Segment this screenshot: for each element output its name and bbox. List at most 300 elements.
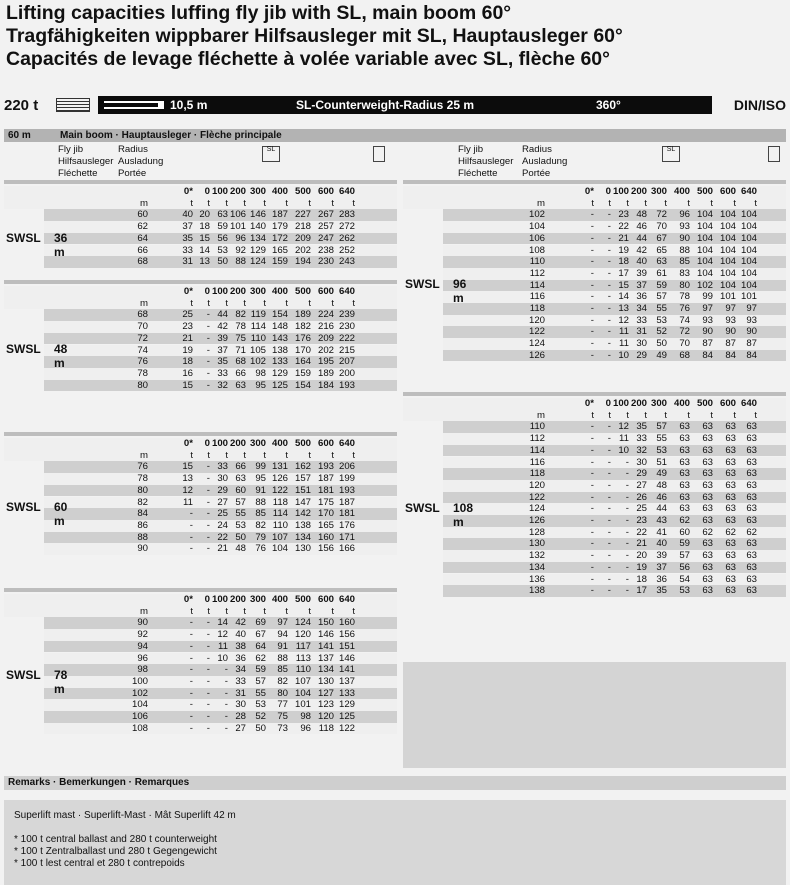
ballast-icon-right	[768, 146, 780, 162]
radius-cell: 68	[137, 309, 148, 321]
capacity-cell: 151	[338, 640, 355, 652]
column-header: 0*	[183, 286, 193, 297]
unit-label: t	[308, 605, 311, 617]
unit-label: m	[537, 409, 545, 421]
capacity-cell: 101	[229, 221, 246, 233]
capacity-cell: 59	[656, 279, 667, 291]
capacity-cell: 122	[271, 484, 288, 496]
capacity-cell: 63	[746, 503, 757, 515]
table-row	[443, 445, 786, 457]
capacity-cell: 187	[338, 496, 355, 508]
capacity-cell: 52	[255, 711, 266, 722]
capacity-cell: 96	[300, 722, 311, 734]
capacity-cell: 99	[702, 291, 713, 303]
block-separator	[4, 280, 397, 284]
unit-label: t	[626, 197, 629, 209]
table-row	[443, 268, 786, 280]
capacity-cell: -	[206, 675, 210, 687]
capacity-cell: 78	[679, 291, 690, 303]
capacity-cell: 63	[702, 550, 713, 562]
capacity-cell: 57	[656, 291, 667, 303]
table-row	[44, 699, 397, 711]
capacity-cell: 72	[679, 326, 690, 338]
table-row	[443, 515, 786, 527]
capacity-cell: -	[590, 421, 594, 433]
capacity-cell: 138	[271, 344, 288, 356]
capacity-cell: -	[607, 515, 611, 526]
superlift-icon: SL	[262, 146, 280, 162]
table-row	[443, 574, 786, 586]
capacity-cell: 104	[740, 221, 757, 233]
capacity-cell: 14	[217, 617, 228, 629]
capacity-cell: 102	[249, 356, 266, 368]
radius-cell: 104	[131, 699, 148, 711]
radius-cell: 104	[528, 221, 545, 233]
column-header: 0	[204, 186, 210, 197]
capacity-cell: 133	[271, 356, 288, 368]
radius-cell: 76	[137, 356, 148, 368]
unit-label: t	[687, 409, 690, 421]
capacity-cell: -	[189, 531, 193, 543]
column-header: 500	[294, 186, 311, 197]
capacity-cell: -	[189, 675, 193, 687]
capacity-cell: -	[590, 468, 594, 480]
column-header-row	[403, 186, 786, 198]
table-row	[44, 233, 397, 245]
capacity-cell: 63	[702, 515, 713, 526]
note-de: * 100 t Zentralballast und 280 t Gegengewicht	[14, 846, 217, 857]
capacity-cell: 118	[272, 496, 288, 508]
radius-cell: 82	[137, 496, 148, 508]
unit-label: t	[664, 409, 667, 421]
capacity-cell: 68	[679, 349, 690, 361]
capacity-cell: 63	[235, 473, 246, 485]
capacity-cell: 56	[679, 561, 690, 573]
capacity-cell: 63	[746, 433, 757, 445]
config-black-bar	[98, 96, 712, 114]
capacity-cell: 63	[725, 421, 736, 433]
capacity-cell: -	[206, 687, 210, 699]
capacity-cell: 11	[619, 433, 629, 445]
capacity-cell: 55	[656, 303, 667, 314]
radius-cell: 102	[131, 687, 148, 699]
capacity-cell: 88	[679, 244, 690, 256]
column-header: 100	[612, 186, 629, 197]
capacity-cell: 44	[636, 232, 647, 244]
capacity-cell: 15	[199, 232, 210, 244]
capacity-cell: -	[607, 267, 611, 279]
capacity-cell: 18	[199, 221, 210, 233]
capacity-cell: 99	[255, 461, 266, 473]
capacity-cell: 35	[217, 356, 228, 368]
capacity-cell: 40	[235, 629, 246, 641]
capacity-cell: 29	[217, 484, 228, 496]
capacity-cell: 110	[295, 664, 311, 676]
col-header-left	[58, 144, 163, 180]
capacity-cell: 44	[217, 309, 228, 321]
capacity-cell: 104	[696, 209, 713, 221]
capacity-cell: 34	[235, 664, 246, 676]
capacity-cell: 114	[250, 321, 266, 333]
table-row	[443, 480, 786, 492]
capacity-cell: 206	[338, 461, 355, 473]
table-row	[44, 356, 397, 368]
unit-label: t	[754, 409, 757, 421]
capacity-cell: 63	[702, 456, 713, 468]
capacity-cell: 84	[725, 349, 736, 361]
capacity-cell: 62	[746, 526, 757, 538]
footer	[4, 800, 786, 885]
capacity-cell: 25	[217, 508, 228, 520]
capacity-cell: 50	[255, 722, 266, 734]
column-header: 500	[294, 438, 311, 449]
capacity-cell: 88	[277, 652, 288, 664]
capacity-cell: 25	[636, 503, 647, 515]
capacity-cell: 53	[656, 314, 667, 326]
capacity-cell: -	[206, 531, 210, 543]
capacity-cell: 23	[636, 515, 647, 526]
capacity-cell: 122	[338, 722, 355, 734]
column-header: 500	[294, 286, 311, 297]
capacity-cell: -	[607, 456, 611, 468]
capacity-cell: 87	[725, 338, 736, 350]
capacity-cell: 93	[746, 314, 757, 326]
capacity-cell: -	[590, 538, 594, 550]
capacity-cell: 131	[271, 461, 288, 473]
column-header: 600	[317, 438, 334, 449]
radius-cell: 114	[529, 444, 545, 456]
table-row	[443, 256, 786, 268]
column-header: 0	[204, 286, 210, 297]
capacity-cell: 40	[182, 209, 193, 221]
capacity-cell: 15	[182, 379, 193, 391]
capacity-cell: 63	[702, 433, 713, 445]
radius-cell: 108	[131, 722, 148, 734]
table-row	[44, 256, 397, 268]
capacity-cell: 137	[338, 675, 355, 687]
capacity-cell: 91	[277, 640, 288, 652]
column-header: 0*	[183, 186, 193, 197]
capacity-cell: 63	[679, 468, 690, 480]
capacity-cell: 98	[300, 711, 311, 722]
capacity-cell: 40	[636, 256, 647, 268]
capacity-cell: 63	[725, 503, 736, 515]
capacity-cell: -	[607, 561, 611, 573]
capacity-cell: 70	[679, 338, 690, 350]
capacity-cell: -	[607, 279, 611, 291]
unit-label: t	[733, 409, 736, 421]
radius-cell: 126	[528, 349, 545, 361]
unit-label: t	[243, 297, 246, 309]
capacity-cell: 55	[255, 687, 266, 699]
capacity-cell: 170	[294, 344, 311, 356]
capacity-cell: 10	[618, 349, 629, 361]
capacity-cell: 160	[317, 531, 334, 543]
table-row	[44, 641, 397, 653]
capacity-cell: -	[590, 573, 594, 585]
capacity-cell: -	[189, 629, 193, 641]
capacity-cell: 43	[656, 515, 667, 526]
capacity-cell: 14	[199, 244, 210, 256]
capacity-cell: -	[206, 519, 210, 531]
column-header: 640	[740, 186, 757, 197]
title-block	[6, 2, 786, 71]
capacity-cell: 104	[740, 256, 757, 268]
unit-label: t	[733, 197, 736, 209]
capacity-cell: 104	[696, 221, 713, 233]
capacity-cell: 126	[271, 473, 288, 485]
superlift-mast-note: Superlift mast · Superlift-Mast · Mât Superlift 42 m	[14, 810, 236, 821]
capacity-cell: 176	[338, 519, 355, 531]
capacity-cell: 267	[317, 209, 334, 221]
capacity-cell: 46	[636, 221, 647, 233]
capacity-cell: -	[224, 711, 228, 722]
capacity-cell: 68	[235, 356, 246, 368]
radius-cell: 70	[137, 321, 148, 333]
capacity-cell: 26	[636, 491, 647, 503]
capacity-cell: -	[206, 309, 210, 321]
column-header: 0	[605, 186, 611, 197]
capacity-cell: 170	[317, 508, 334, 520]
capacity-cell: 19	[182, 344, 193, 356]
capacity-cell: 20	[636, 550, 647, 562]
capacity-cell: 120	[317, 711, 334, 722]
capacity-cell: 66	[235, 367, 246, 379]
capacity-cell: 32	[636, 444, 647, 456]
capacity-cell: 82	[277, 675, 288, 687]
capacity-cell: 63	[702, 479, 713, 491]
capacity-cell: -	[590, 232, 594, 244]
title-fr: Capacités de levage fléchette à volée variable avec SL, flèche 60°	[6, 48, 610, 70]
table-row	[44, 333, 397, 345]
capacity-cell: 141	[338, 664, 355, 676]
capacity-cell: 104	[719, 256, 736, 268]
radius-cell: 60	[137, 209, 148, 221]
capacity-cell: -	[625, 550, 629, 562]
unit-row	[4, 450, 397, 462]
unit-label: t	[207, 197, 210, 209]
table-row	[44, 209, 397, 221]
radius-cell: 98	[137, 664, 148, 676]
capacity-cell: 31	[235, 687, 246, 699]
capacity-cell: 20	[199, 209, 210, 221]
capacity-cell: 104	[696, 232, 713, 244]
capacity-cell: 85	[277, 664, 288, 676]
capacity-cell: 46	[656, 491, 667, 503]
capacity-cell: 12	[618, 314, 629, 326]
capacity-cell: 36	[636, 291, 647, 303]
capacity-cell: 138	[294, 519, 311, 531]
capacity-cell: -	[607, 491, 611, 503]
capacity-cell: -	[625, 585, 629, 597]
capacity-cell: 134	[317, 664, 334, 676]
capacity-cell: 15	[182, 461, 193, 473]
capacity-cell: 104	[294, 687, 311, 699]
capacity-cell: 73	[277, 722, 288, 734]
capacity-cell: 159	[294, 367, 311, 379]
column-header: 200	[630, 398, 647, 409]
capacity-cell: 171	[338, 531, 355, 543]
capacity-cell: 133	[338, 687, 355, 699]
table-row	[443, 433, 786, 445]
capacity-cell: -	[189, 699, 193, 711]
column-header: 400	[271, 286, 288, 297]
capacity-cell: 162	[294, 461, 311, 473]
capacity-cell: -	[206, 344, 210, 356]
radius-cell: 132	[528, 550, 545, 562]
capacity-cell: 15	[618, 279, 629, 291]
capacity-cell: 75	[235, 332, 246, 344]
unit-label: t	[626, 409, 629, 421]
capacity-cell: 60	[235, 484, 246, 496]
unit-row	[403, 198, 786, 210]
capacity-cell: 63	[679, 444, 690, 456]
capacity-cell: 11	[218, 640, 228, 652]
capacity-cell: 104	[740, 244, 757, 256]
capacity-cell: -	[625, 456, 629, 468]
column-header: 640	[740, 398, 757, 409]
column-header: 100	[211, 186, 228, 197]
capacity-cell: -	[206, 711, 210, 722]
table-row	[443, 562, 786, 574]
column-header: 200	[229, 594, 246, 605]
capacity-cell: 187	[271, 209, 288, 221]
capacity-cell: 202	[294, 244, 311, 256]
capacity-cell: 222	[338, 332, 355, 344]
capacity-cell: 129	[249, 244, 266, 256]
capacity-cell: -	[607, 244, 611, 256]
capacity-cell: 63	[679, 479, 690, 491]
capacity-cell: 63	[679, 421, 690, 433]
title-en: Lifting capacities luffing fly jib with SL, main boom 60°	[6, 2, 512, 24]
hdr-flyjib: Fly jib	[58, 144, 84, 155]
capacity-cell: -	[607, 349, 611, 361]
capacity-cell: 24	[217, 519, 228, 531]
capacity-cell: 107	[271, 531, 288, 543]
capacity-cell: 176	[294, 332, 311, 344]
radius-cell: 136	[528, 573, 545, 585]
column-header: 0*	[584, 398, 594, 409]
capacity-cell: 181	[317, 484, 334, 496]
column-header: 500	[696, 186, 713, 197]
capacity-cell: 215	[338, 344, 355, 356]
capacity-cell: 209	[294, 232, 311, 244]
radius-cell: 96	[137, 652, 148, 664]
capacity-cell: 30	[636, 338, 647, 350]
capacity-cell: 181	[338, 508, 355, 520]
capacity-cell: 199	[338, 473, 355, 485]
capacity-cell: 243	[338, 256, 355, 268]
capacity-cell: -	[625, 479, 629, 491]
column-header: 300	[650, 398, 667, 409]
column-header: 400	[673, 398, 690, 409]
capacity-cell: 195	[317, 356, 334, 368]
swsl-text: SWSL	[405, 277, 440, 292]
capacity-cell: 63	[679, 456, 690, 468]
table-row	[44, 461, 397, 473]
capacity-cell: -	[590, 244, 594, 256]
capacity-cell: 76	[679, 303, 690, 314]
table-row	[443, 303, 786, 315]
capacity-cell: 104	[696, 256, 713, 268]
capacity-cell: 104	[740, 209, 757, 221]
capacity-cell: 60	[679, 526, 690, 538]
capacity-cell: -	[206, 640, 210, 652]
unit-label: t	[285, 605, 288, 617]
capacity-cell: 143	[271, 332, 288, 344]
capacity-cell: 42	[217, 321, 228, 333]
capacity-cell: 79	[255, 531, 266, 543]
capacity-cell: 61	[656, 267, 667, 279]
capacity-cell: 53	[255, 699, 266, 711]
capacity-cell: -	[590, 503, 594, 515]
swsl-label	[6, 500, 68, 529]
capacity-cell: 283	[338, 209, 355, 221]
capacity-cell: 104	[696, 244, 713, 256]
unit-label: m	[140, 605, 148, 617]
unit-label: m	[537, 197, 545, 209]
capacity-cell: 64	[255, 640, 266, 652]
unit-label: t	[608, 409, 611, 421]
capacity-cell: -	[189, 711, 193, 722]
table-row	[44, 321, 397, 333]
table-row	[443, 280, 786, 292]
capacity-cell: 39	[217, 332, 228, 344]
capacity-cell: 11	[619, 338, 629, 350]
capacity-cell: -	[206, 617, 210, 629]
table-row	[443, 338, 786, 350]
unit-label: t	[243, 197, 246, 209]
fly-jib-length: 60 m	[54, 500, 68, 529]
table-row	[443, 209, 786, 221]
capacity-cell: 67	[255, 629, 266, 641]
capacity-cell: 182	[294, 321, 311, 333]
capacity-cell: 146	[317, 629, 334, 641]
table-row	[443, 291, 786, 303]
outrigger-icon	[56, 98, 90, 112]
col-header-right: Fly jib Radius Hilfsausleger Ausladung Fléchette Portée	[458, 144, 568, 179]
capacity-cell: 63	[656, 256, 667, 268]
capacity-cell: 21	[636, 538, 647, 550]
capacity-cell: 104	[719, 267, 736, 279]
capacity-cell: 187	[317, 473, 334, 485]
capacity-cell: 31	[636, 326, 647, 338]
fly-jib-length: 36 m	[54, 230, 68, 259]
column-header: 300	[249, 286, 266, 297]
capacity-cell: 134	[249, 232, 266, 244]
unit-label: t	[263, 197, 266, 209]
unit-label: t	[285, 197, 288, 209]
table-row	[44, 309, 397, 321]
swsl-text: SWSL	[6, 500, 41, 515]
capacity-cell: 104	[719, 221, 736, 233]
capacity-cell: 142	[294, 508, 311, 520]
capacity-cell: -	[607, 573, 611, 585]
radius-cell: 110	[529, 421, 545, 433]
config-bar	[4, 94, 786, 116]
capacity-cell: -	[607, 291, 611, 303]
capacity-cell: 18	[636, 573, 647, 585]
capacity-cell: 95	[255, 473, 266, 485]
capacity-cell: -	[590, 349, 594, 361]
capacity-cell: 95	[255, 379, 266, 391]
capacity-cell: 63	[725, 479, 736, 491]
column-header: 300	[249, 186, 266, 197]
capacity-cell: 159	[271, 256, 288, 268]
capacity-cell: -	[625, 515, 629, 526]
column-header: 600	[719, 186, 736, 197]
capacity-cell: -	[206, 496, 210, 508]
